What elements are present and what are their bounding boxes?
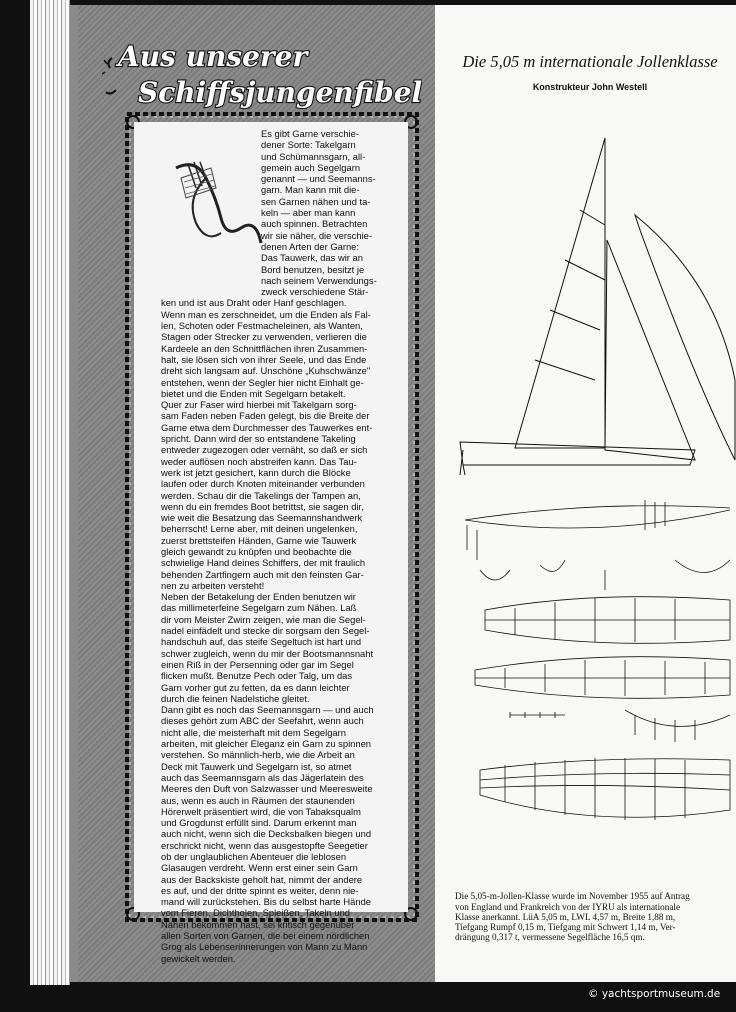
article-line: das millimeterfeine Segelgarn zum Nähen. Laß	[161, 602, 357, 614]
caption-line: drängung 0,317 t, vermessene Segelfläche 16,5 qm.	[455, 932, 645, 943]
article-line: auch spinnen. Betrachten	[261, 218, 368, 230]
headline-line2: Schiffsjungenfibel	[138, 76, 422, 109]
boat-plans-drawing	[455, 130, 736, 850]
article-line: verstehen. So männlich-herb, wie die Arbeit an	[161, 749, 355, 761]
article-line: wir sie näher, die verschie-	[261, 229, 372, 241]
article-line: gemein auch Segelgarn	[261, 161, 361, 173]
article-line: nen zu arbeiten versteht!	[161, 579, 265, 591]
article-line: behenden Zartfingern auch mit den feinsten Gar-	[161, 568, 364, 580]
article-line: genannt — und Seemanns-	[261, 173, 376, 185]
article-line: durch die feinen Nadelstiche gleitet.	[161, 692, 310, 704]
article-body	[161, 128, 407, 964]
rope-lettering-decoration	[102, 32, 422, 112]
article-line: wie weit die Besatzung das Seemannshandwerk	[161, 512, 363, 524]
article-line: Bord benutzen, besitzt je	[261, 263, 365, 275]
caption-lines	[455, 891, 735, 942]
caption-line: von England und Frankreich von der IYRU als internationale	[455, 901, 681, 912]
caption-line: Die 5,05-m-Jollen-Klasse wurde im November 1955 auf Antrag	[455, 891, 690, 902]
article-line: Neben der Betakelung der Enden benutzen wir	[161, 591, 356, 603]
article-line: und Schümannsgarn, all-	[261, 150, 366, 162]
scale-bar	[510, 710, 730, 742]
article-line: dieses gehört zum ABC der Seefahrt, wenn auch	[161, 715, 364, 727]
article-line: Quer zur Faser wird hierbei mit Takelgarn sorg-	[161, 399, 357, 411]
article-line: handschuh auf, das steife Segeltuch ist hart und	[161, 636, 362, 648]
article-line: bietet und die Enden mit Segelgarn betakelt.	[161, 387, 346, 399]
article-line: entstehen, wenn der Segler hier nicht Einhalt ge-	[161, 376, 364, 388]
article-line: Kardeele an den Schnittflächen ihren Zusammen-	[161, 342, 368, 354]
article-line: sen Garnen nähen und ta-	[261, 195, 371, 207]
article-line: arbeiten, mit gleicher Eleganz ein Garn zu spinnen	[161, 738, 372, 750]
article-line: dener Sorte: Takelgarn	[261, 139, 356, 151]
headline	[102, 32, 422, 112]
article-line: denen Arten der Garne:	[261, 240, 359, 252]
article-line: len, Schoten oder Festmacheleinen, als Wanten,	[161, 320, 363, 332]
article-line: es auf, und der dritte spinnt es weiter, denn nie-	[161, 884, 359, 896]
section-profiles	[480, 560, 730, 590]
article-line: allen Sorten von Garnen, die bei einem nördlichen	[161, 930, 370, 942]
article-line: Meeres den Duft von Salzwasser und Meeresweite	[161, 783, 373, 795]
article-line: Garn vorher gut zu fetten, da es dann leichter	[161, 681, 350, 693]
article-line: gleich gewandt zu knüpfen und beobachte die	[161, 545, 352, 557]
article-line: Es gibt Garne verschie-	[261, 128, 359, 139]
article-line: nicht alle, die meisterhaft mit dem Segelgarn	[161, 726, 346, 738]
hull-plan-2	[485, 597, 730, 644]
article-line: und Grogdunst erfüllt sind. Darum erkennt man	[161, 817, 357, 829]
article-line: auch das Seemannsgarn als das Jägerlatein des	[161, 771, 364, 783]
article-line: Deck mit Tauwerk und Segelgarn ist, so atmet	[161, 760, 352, 772]
hull-plan-1	[465, 500, 730, 560]
article-line: zuerst brettsteifen Händen, Garne wie Tauwerk	[161, 534, 357, 546]
article-line: Wenn man es zerschneidet, um die Enden als Fal-	[161, 308, 371, 320]
article-line: erschrickt nicht, wenn das ausgestopfte Seegetier	[161, 839, 368, 851]
article-line: Dann gibt es noch das Seemannsgarn — und auch	[161, 704, 374, 716]
article-line: Glasaugen verdreht. Wenn erst einer sein Garn	[161, 862, 358, 874]
article-line: gewickelt werden.	[161, 952, 236, 964]
article-line: garn. Man kann mit die-	[261, 184, 360, 196]
article-line: halt, sie lösen sich von ihrer Seele, und das Ende	[161, 353, 367, 365]
headline-line1: Aus unserer	[118, 40, 308, 73]
article-line: laufen oder durch Knoten miteinander verbunden	[161, 478, 365, 490]
article-line: wenn du ein fremdes Boot betrittst, sie sagen dir,	[161, 500, 364, 512]
article-line: Stagen oder Strecker zu verwenden, verlieren die	[161, 331, 367, 343]
article-line: werk ist jetzt gesichert, kann durch die Blöcke	[161, 466, 351, 478]
article-line: aus, wenn es auch in Räumen der staunenden	[161, 794, 355, 806]
article-line: Nähen bekommen hast, sei kritisch gegenüber	[161, 918, 355, 930]
lines-plan	[480, 758, 730, 820]
copyright-credit: © yachtsportmuseum.de	[588, 988, 721, 1000]
article-line: werden. Schau dir die Takelings der Tampen an,	[161, 489, 361, 501]
article-line: Hörerwelt präsentiert wird, die von Tabaksqualm	[161, 805, 361, 817]
article-line: mand will zurückstehen. Bis du selbst harte Hände	[161, 896, 372, 908]
caption-line: Tiefgang Rumpf 0,15 m, Tiefgang mit Schwert 1,14 m, Ver-	[455, 922, 676, 933]
article-line: Grog als Lebenserinnerungen von Mann zu Mann	[161, 941, 368, 953]
article-line: dreht sich langsam auf. Unschöne „Kuhschwänze"	[161, 365, 371, 377]
article-line: vom Fieren, Dichtholen, Spleißen, Takeln und	[161, 907, 350, 919]
article-line: ob der unglaublichen Abenteuer die leblosen	[161, 851, 347, 862]
article-line: auch nicht, wenn sich die Decksbalken biegen und	[161, 828, 372, 840]
article-line: ken und ist aus Draht oder Hanf geschlagen.	[161, 297, 347, 309]
article-line: weder auflösen noch abstreifen kann. Das Tau-	[161, 455, 357, 467]
sail-plan	[460, 138, 735, 475]
article-line: nadel einfädelt und stecke dir sorgsam den Segel-	[161, 625, 370, 637]
article-line: nach seinem Verwendungs-	[261, 274, 377, 286]
article-line: schwielige Hand deines Schiffers, der mit fraulich	[161, 557, 366, 569]
article-line: zweck verschiedene Stär-	[261, 286, 369, 298]
sail-and-hull-plans	[455, 130, 736, 850]
class-caption	[455, 871, 735, 963]
article-line: keln — aber man kann	[261, 207, 356, 219]
article-line: Garne etwa dem Durchmesser des Tauwerkes ent-	[161, 421, 373, 433]
article-line: flicken mußt. Benutze Pech oder Talg, um das	[161, 670, 353, 682]
article-line: spricht. Dann wird der so entstandene Takeling	[161, 433, 356, 445]
article-line: sam Faden neben Faden gelegt, bis die Breite der	[161, 410, 370, 422]
caption-line: Klasse anerkannt. LüA 5,05 m, LWL 4,57 m, Breite 1,88 m,	[455, 911, 676, 922]
book-page-edges	[30, 0, 70, 985]
article-lines	[161, 128, 407, 964]
article-line: einen Riß in der Persenning oder gar im Segel	[161, 658, 354, 670]
designer-line: Konstrukteur John Westell	[532, 82, 648, 92]
article-title: Die 5,05 m internationale Jollenklasse	[462, 52, 718, 71]
article-line: entweder zugezogen oder vernäht, so daß er sich	[161, 444, 368, 456]
article-line: aus der Backskiste geholt hat, nimmt der andere	[161, 873, 363, 885]
article-line: dir vom Meister Zwirn zeigen, wie man die Segel-	[161, 613, 366, 625]
hull-plan-3	[475, 657, 730, 699]
article-line: beherrscht! Lerne aber, mit deinen ungelenken,	[161, 523, 358, 535]
article-line: Das Tauwerk, das wir an	[261, 252, 363, 264]
article-line: schwer zugleich, wenn du mir der Bootsmannsnaht	[161, 647, 374, 659]
